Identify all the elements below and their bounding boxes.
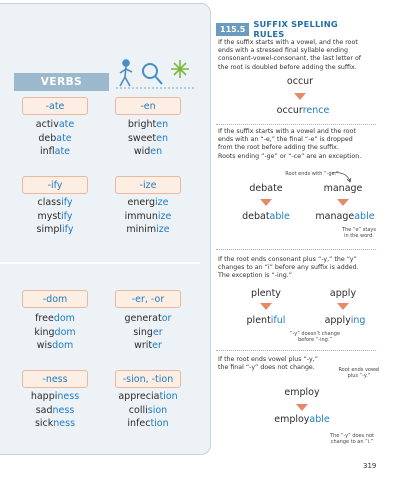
suffix-box-sion-tion: -sion, -tion xyxy=(115,370,181,388)
word-item: inflate xyxy=(39,146,71,157)
word-list-en xyxy=(108,118,188,159)
example-applying: applying xyxy=(324,315,366,326)
word-list-dom xyxy=(15,312,95,353)
word-item: sadness xyxy=(35,404,75,416)
word-item: collision xyxy=(128,404,168,416)
note-e-stays: The “e” stays in the word. xyxy=(342,227,376,239)
suffix-box-ify: -ify xyxy=(22,176,88,194)
example-manage: manage xyxy=(323,183,363,194)
word-item: classify xyxy=(37,197,73,208)
word-item: writer xyxy=(134,340,162,351)
word-item: wisdom xyxy=(36,340,74,351)
word-item: simplify xyxy=(36,224,74,235)
suffix-box-ate: -ate xyxy=(22,97,88,115)
word-list-ify xyxy=(15,196,95,237)
example-employ: employ xyxy=(284,387,320,398)
rule-2-text: If the suffix starts with a vowel and the root ends with an “-e,” the final “-e” is dropped from the root before adding the suffix. Roots ending “-ge” or “-ce” are an exception. xyxy=(218,128,362,160)
example-employable: employable xyxy=(274,414,330,425)
word-item: sickness xyxy=(34,418,76,429)
word-item: immunize xyxy=(124,210,172,222)
word-item: infection xyxy=(127,418,169,429)
arrow-down-icon xyxy=(337,199,349,206)
word-item: brighten xyxy=(127,119,169,130)
example-plentiful: plentiful xyxy=(246,315,286,326)
verbs-icons xyxy=(116,58,196,92)
divider xyxy=(216,350,376,351)
word-item: mystify xyxy=(37,210,73,222)
word-item: sweeten xyxy=(127,132,168,144)
example-apply: apply xyxy=(329,288,357,299)
word-list-ness xyxy=(15,390,95,431)
word-item: kingdom xyxy=(34,326,76,338)
arrow-down-icon xyxy=(294,93,306,100)
word-list-ize xyxy=(108,196,188,237)
word-item: generator xyxy=(124,313,172,324)
example-debate: debate xyxy=(249,183,283,194)
section-title: SUFFIX SPELLING RULES xyxy=(253,19,338,39)
example-occur: occur xyxy=(286,76,314,87)
note-y-unchanged: “-y” doesn’t change before “-ing.” xyxy=(289,331,341,343)
word-item: appreciation xyxy=(118,391,178,402)
note-vowel-y: Root ends vowel plus “-y.” xyxy=(338,367,380,379)
arrow-down-icon xyxy=(296,404,308,411)
word-item: minimize xyxy=(126,224,170,235)
word-item: energize xyxy=(127,197,169,208)
panel-divider xyxy=(0,262,200,264)
note-y-not-i: The “-y” does not change to an “i.” xyxy=(329,433,375,445)
example-manageable: manageable xyxy=(315,211,375,222)
divider xyxy=(216,249,376,250)
word-item: happiness xyxy=(30,391,80,402)
suffix-box-ize: -ize xyxy=(115,176,181,194)
word-item: activate xyxy=(35,119,75,130)
curved-arrow-icon xyxy=(330,170,354,184)
arrow-down-icon xyxy=(337,303,349,310)
suffix-box-en: -en xyxy=(115,97,181,115)
walking-figure-icon xyxy=(120,60,132,86)
example-debatable: debatable xyxy=(242,211,290,222)
word-item: widen xyxy=(133,146,163,157)
word-item: singer xyxy=(133,326,163,338)
sparkle-icon xyxy=(171,60,189,78)
section-header xyxy=(216,19,366,39)
word-item: freedom xyxy=(35,313,75,324)
divider xyxy=(216,124,376,125)
word-list-ate xyxy=(15,118,95,159)
suffix-box-er-or: -er, -or xyxy=(115,290,181,308)
word-list-er-or xyxy=(108,312,188,353)
rule-3-text: If the root ends consonant plus “-y,” the “y” changes to an “i” before any suffix is added. The exception is “-ing.” xyxy=(218,256,359,280)
word-item: debate xyxy=(38,132,72,144)
arrow-down-icon xyxy=(260,199,272,206)
example-occurrence: occurrence xyxy=(276,105,330,116)
section-number: 115.5 xyxy=(216,23,249,36)
suffix-box-dom: -dom xyxy=(22,290,88,308)
verbs-label: VERBS xyxy=(14,73,109,91)
magnifying-glass-icon xyxy=(143,64,162,84)
rule-1-text: If the suffix starts with a vowel, and the root ends with a stressed final syllable ending consonant-vowel-consonant, the last letter of the root is doubled before adding the suffix. xyxy=(218,39,362,71)
arrow-down-icon xyxy=(260,303,272,310)
example-plenty: plenty xyxy=(251,288,281,299)
page-number: 319 xyxy=(363,462,377,470)
suffix-box-ness: -ness xyxy=(22,370,88,388)
note-root-ends-ge: Root ends with “-ge.” xyxy=(285,171,339,177)
word-list-sion-tion xyxy=(108,390,188,431)
rule-4-text: If the root ends vowel plus “-y,” the final “-y” does not change. xyxy=(218,356,318,372)
